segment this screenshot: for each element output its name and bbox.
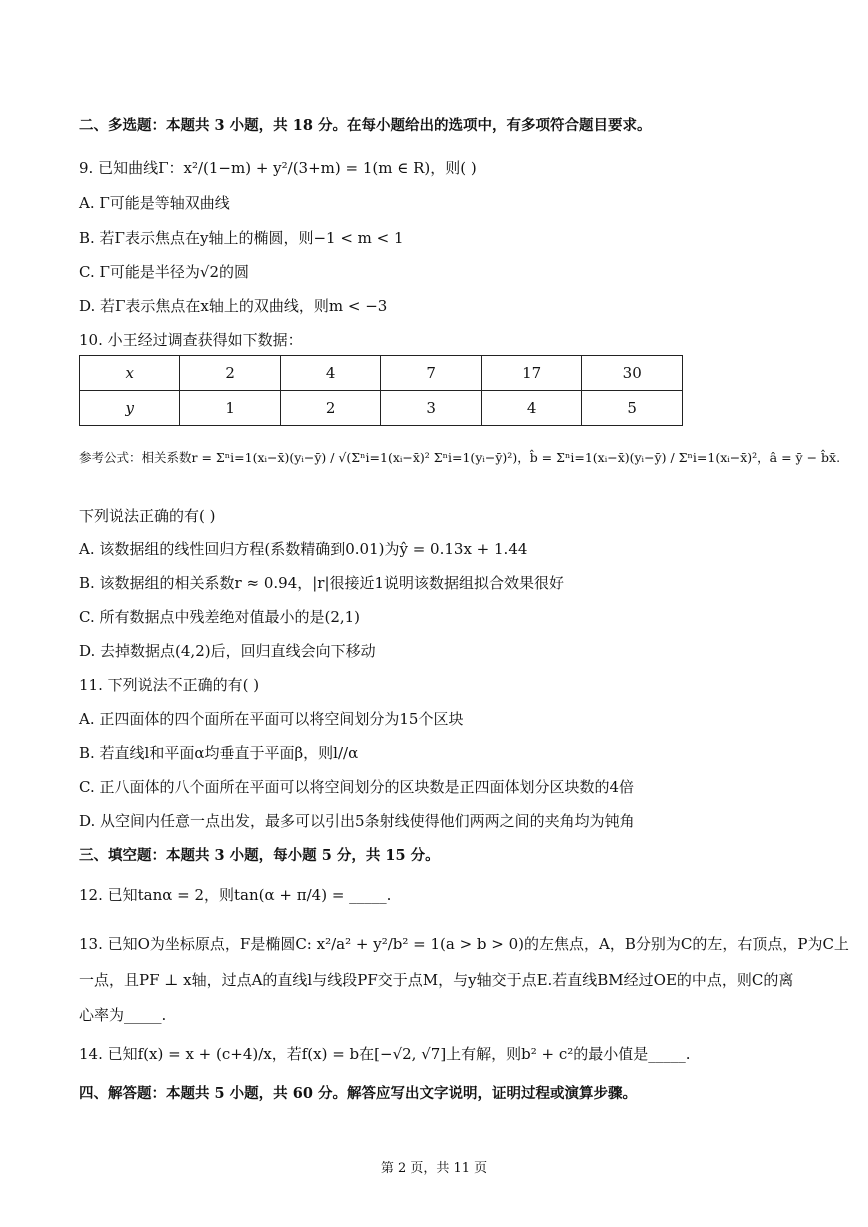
q10-option-b: B. 该数据组的相关系数r ≈ 0.94，|r|很接近1说明该数据组拟合效果很好 xyxy=(79,574,565,592)
q9-option-a: A. Γ可能是等轴双曲线 xyxy=(79,194,230,212)
q10-stem: 10. 小王经过调查获得如下数据： xyxy=(79,331,303,349)
q11-option-a: A. 正四面体的四个面所在平面可以将空间划分为15个区块 xyxy=(79,710,464,728)
q10-data-table xyxy=(79,355,683,426)
q9-option-c: C. Γ可能是半径为√2的圆 xyxy=(79,263,249,281)
section-2-title: 二、多选题：本题共 3 小题，共 18 分。在每小题给出的选项中，有多项符合题目要求。 xyxy=(79,117,652,134)
table-cell: 2 xyxy=(180,356,280,391)
table-cell-label: y xyxy=(80,391,180,426)
table-cell: 1 xyxy=(180,391,280,426)
q11-stem: 11. 下列说法不正确的有( ) xyxy=(79,676,260,694)
table-cell: 30 xyxy=(582,356,683,391)
table-row xyxy=(80,356,683,391)
section-4-title: 四、解答题：本题共 5 小题，共 60 分。解答应写出文字说明，证明过程或演算步骤。 xyxy=(79,1085,637,1102)
table-cell: 5 xyxy=(582,391,683,426)
q13-line-1: 13. 已知O为坐标原点，F是椭圆C: x²/a² + y²/b² = 1(a > b > 0)的左焦点，A，B分别为C的左，右顶点，P为C上 xyxy=(79,935,849,953)
section-3-title: 三、填空题：本题共 3 小题，每小题 5 分，共 15 分。 xyxy=(79,847,440,864)
q9-option-d: D. 若Γ表示焦点在x轴上的双曲线，则m < −3 xyxy=(79,297,388,315)
page-footer: 第 2 页，共 11 页 xyxy=(380,1161,488,1176)
q10-option-a: A. 该数据组的线性回归方程(系数精确到0.01)为ŷ = 0.13x + 1.44 xyxy=(79,540,528,558)
q10-option-c: C. 所有数据点中残差绝对值最小的是(2,1) xyxy=(79,608,361,626)
q9-option-b: B. 若Γ表示焦点在y轴上的椭圆，则−1 < m < 1 xyxy=(79,229,404,247)
q13-line-3: 心率为_____. xyxy=(79,1006,167,1024)
q10-formula: 参考公式：相关系数r = Σⁿi=1(xᵢ−x̄)(yᵢ−ȳ) / √(Σⁿi=1(xᵢ−x̄)² Σⁿi=1(yᵢ−ȳ)²)，b̂ = Σⁿi=1(xᵢ−x̄)(yᵢ−ȳ) / Σⁿi=1(xᵢ−x̄)²，â = ȳ − b̂x̄. xyxy=(79,450,841,465)
q11-option-b: B. 若直线l和平面α均垂直于平面β，则l//α xyxy=(79,744,359,762)
table-row xyxy=(80,391,683,426)
q11-option-d: D. 从空间内任意一点出发，最多可以引出5条射线使得他们两两之间的夹角均为钝角 xyxy=(79,812,635,830)
q11-option-c: C. 正八面体的八个面所在平面可以将空间划分的区块数是正四面体划分区块数的4倍 xyxy=(79,778,635,796)
table-cell: 4 xyxy=(280,356,380,391)
q12-text: 12. 已知tanα = 2，则tan(α + π/4) = _____. xyxy=(79,886,392,904)
table-cell-label: x xyxy=(80,356,180,391)
q13-line-2: 一点，且PF ⊥ x轴，过点A的直线l与线段PF交于点M，与y轴交于点E.若直线BM经过OE的中点，则C的离 xyxy=(79,971,794,989)
table-cell: 3 xyxy=(381,391,481,426)
q14-text: 14. 已知f(x) = x + (c+4)/x，若f(x) = b在[−√2, √7]上有解，则b² + c²的最小值是_____. xyxy=(79,1045,691,1063)
table-cell: 7 xyxy=(381,356,481,391)
q10-prompt: 下列说法正确的有( ) xyxy=(79,507,216,525)
q9-stem: 9. 已知曲线Γ：x²/(1−m) + y²/(3+m) = 1(m ∈ R)，则( ) xyxy=(79,159,477,177)
table-cell: 17 xyxy=(481,356,582,391)
q10-option-d: D. 去掉数据点(4,2)后，回归直线会向下移动 xyxy=(79,642,376,660)
table-cell: 4 xyxy=(481,391,582,426)
table-cell: 2 xyxy=(280,391,380,426)
